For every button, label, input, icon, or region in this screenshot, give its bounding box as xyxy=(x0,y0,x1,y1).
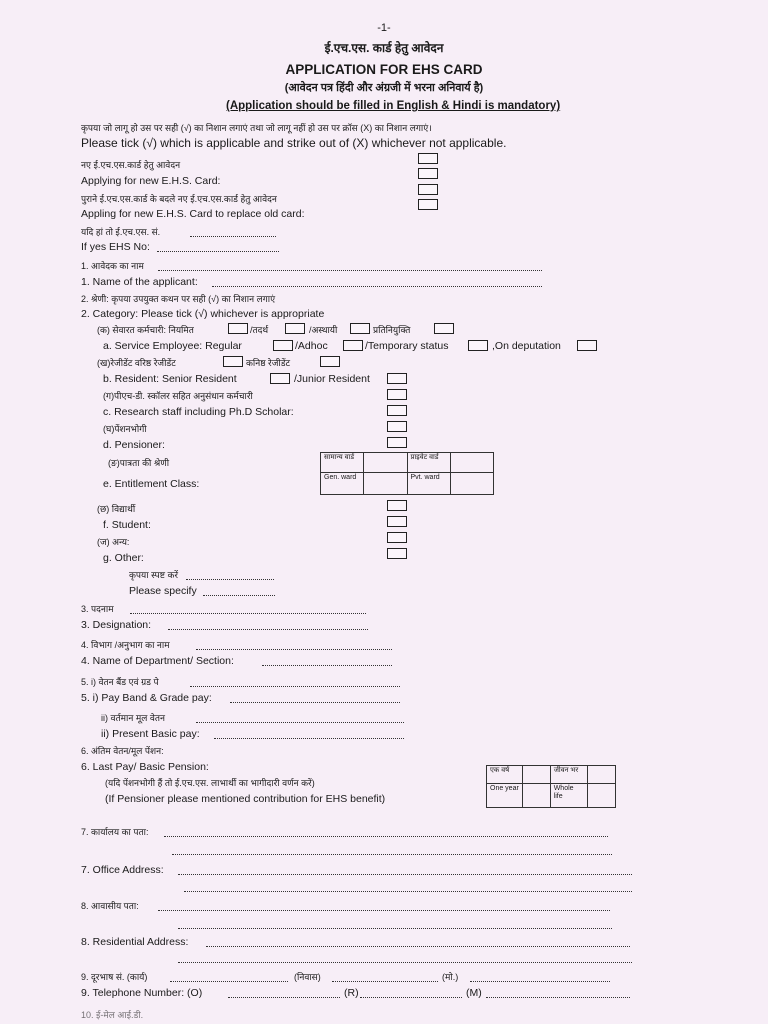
designation-hindi-line[interactable] xyxy=(130,613,366,614)
contribution-whole-life: Whole life xyxy=(550,784,587,808)
ehs-no-english: If yes EHS No: xyxy=(81,241,150,253)
title-hindi: ई.एच.एस. कार्ड हेतु आवेदन xyxy=(324,41,444,55)
department-hindi: 4. विभाग /अनुभाग का नाम xyxy=(81,640,170,650)
pensioner-note-hindi: (यदि पेंशनभोगी हैं तो ई.एच.एस. लाभार्थी का भागीदारी वर्णन करें) xyxy=(105,778,315,788)
specify-hindi-line[interactable] xyxy=(186,579,274,580)
cat-d-hindi: (घ)पेंशनभोगी xyxy=(103,424,147,434)
specify-hindi: कृपया स्पष्ट करें xyxy=(129,570,179,580)
basic-line[interactable] xyxy=(214,738,404,739)
office-line-2[interactable] xyxy=(184,891,632,892)
office-hindi: 7. कार्यालय का पता: xyxy=(81,827,149,837)
payband-line[interactable] xyxy=(230,702,400,703)
lastpay-english: 6. Last Pay/ Basic Pension: xyxy=(81,761,209,773)
ehs-no-line[interactable] xyxy=(157,251,279,252)
department-hindi-line[interactable] xyxy=(196,649,392,650)
phone-mob-line[interactable] xyxy=(486,997,630,998)
phone-res-hindi-line[interactable] xyxy=(332,981,438,982)
entitlement-pvt-hindi: प्राइवेट वार्ड xyxy=(407,453,450,473)
adhoc-checkbox[interactable] xyxy=(343,340,363,351)
payband-english: 5. i) Pay Band & Grade pay: xyxy=(81,692,212,704)
residential-hindi-line-2[interactable] xyxy=(178,928,612,929)
lastpay-hindi: 6. अंतिम वेतन/मूल पेंशन: xyxy=(81,746,164,756)
residential-line-2[interactable] xyxy=(178,962,632,963)
category-english: 2. Category: Please tick (√) whichever is appropriate xyxy=(81,308,325,320)
cat-a-temp: /Temporary status xyxy=(365,340,449,352)
new-card-checkbox-english[interactable] xyxy=(418,168,438,179)
replace-card-hindi: पुराने ई.एच.एस.कार्ड के बदले नए ई.एच.एस.कार्ड हेतु आवेदन xyxy=(81,194,277,204)
cat-g-hindi: (ज) अन्य: xyxy=(97,537,130,547)
residential-hindi-line[interactable] xyxy=(158,910,610,911)
contribution-one-year-box[interactable] xyxy=(522,784,550,808)
cat-b-label: b. Resident: Senior Resident xyxy=(103,373,237,385)
phone-office-line[interactable] xyxy=(228,997,340,998)
replace-card-checkbox[interactable] xyxy=(418,184,438,195)
research-checkbox[interactable] xyxy=(387,405,407,416)
office-hindi-line-2[interactable] xyxy=(172,854,612,855)
pensioner-checkbox[interactable] xyxy=(387,437,407,448)
cat-f-label: f. Student: xyxy=(103,519,151,531)
phone-english-r: (R) xyxy=(344,987,359,999)
phone-mob-hindi-line[interactable] xyxy=(470,981,610,982)
payband-hindi-line[interactable] xyxy=(190,686,400,687)
new-card-checkbox[interactable] xyxy=(418,153,438,164)
cat-g-label: g. Other: xyxy=(103,552,144,564)
phone-hindi-r: (निवास) xyxy=(294,972,321,982)
cat-a-hindi-dep: प्रतिनियुक्ति xyxy=(373,325,411,335)
cat-a-label: a. Service Employee: Regular xyxy=(103,340,242,352)
regular-checkbox[interactable] xyxy=(273,340,293,351)
note-hindi: (आवेदन पत्र हिंदी और अंग्रजी में भरना अनिवार्य है) xyxy=(284,82,484,94)
name-hindi: 1. आवेदक का नाम xyxy=(81,261,144,271)
item10-hindi-cut: 10. ई-मेल आई.डी. xyxy=(81,1010,144,1020)
new-card-english: Applying for new E.H.S. Card: xyxy=(81,175,221,187)
other-hindi-checkbox[interactable] xyxy=(387,532,407,543)
payband-hindi: 5. i) वेतन बैंड एवं ग्रड पे xyxy=(81,677,159,687)
phone-hindi-m: (मो.) xyxy=(442,972,459,982)
entitlement-gen-box[interactable] xyxy=(364,473,407,495)
regular-hindi-checkbox[interactable] xyxy=(228,323,248,334)
category-hindi: 2. श्रेणी: कृपया उपयुक्त कथन पर सही (√) का निशान लगाएं xyxy=(81,294,276,304)
name-english: 1. Name of the applicant: xyxy=(81,276,198,288)
designation-english: 3. Designation: xyxy=(81,619,152,631)
student-checkbox[interactable] xyxy=(387,516,407,527)
entitlement-gen-hindi: सामान्य वार्ड xyxy=(321,453,364,473)
residential-english: 8. Residential Address: xyxy=(81,936,189,948)
instructions-hindi: कृपया जो लागू हो उस पर सही (√) का निशान लगाएं तथा जो लागू नहीं हो उस पर क्रॉस (X) का निशान लगाएं। xyxy=(81,123,432,133)
phone-res-line[interactable] xyxy=(360,997,462,998)
contribution-table xyxy=(486,765,616,808)
junior-resident-checkbox[interactable] xyxy=(387,373,407,384)
cat-b-hindi: (ख)रेजीडेंट वरिष्ठ रेजीडेंट xyxy=(97,358,176,368)
new-card-hindi: नए ई.एच.एस.कार्ड हेतु आवेदन xyxy=(81,160,181,170)
office-english: 7. Office Address: xyxy=(81,864,164,876)
phone-hindi: 9. दूरभाष सं. (कार्य) xyxy=(81,972,148,982)
adhoc-hindi-checkbox[interactable] xyxy=(285,323,305,334)
contribution-one-year: One year xyxy=(487,784,523,808)
office-line[interactable] xyxy=(178,874,632,875)
cat-a-hindi-adhoc: /तदर्थ xyxy=(250,325,269,335)
designation-line[interactable] xyxy=(168,629,368,630)
junior-resident-hindi-checkbox[interactable] xyxy=(320,356,340,367)
entitlement-pvt-english: Pvt. ward xyxy=(407,473,450,495)
replace-card-english: Appling for new E.H.S. Card to replace old card: xyxy=(81,208,305,220)
replace-card-checkbox-english[interactable] xyxy=(418,199,438,210)
cat-a-hindi: (क) सेवारत कर्मचारी: नियमित xyxy=(97,325,194,335)
entitlement-pvt-box[interactable] xyxy=(450,473,493,495)
residential-line[interactable] xyxy=(206,946,630,947)
cat-b-jr: /Junior Resident xyxy=(294,373,370,385)
entitlement-pvt-hindi-box[interactable] xyxy=(450,453,493,473)
contribution-one-year-hindi-box[interactable] xyxy=(522,766,550,784)
cat-c-label: c. Research staff including Ph.D Scholar: xyxy=(103,406,294,418)
cat-c-hindi: (ग)पीएच-डी. स्कॉलर सहित अनुसंधान कर्मचारी xyxy=(103,391,253,401)
title-english: APPLICATION FOR EHS CARD xyxy=(285,62,483,77)
cat-e-label: e. Entitlement Class: xyxy=(103,478,200,490)
ehs-no-hindi-line[interactable] xyxy=(190,236,276,237)
entitlement-table xyxy=(320,452,494,495)
basic-english: ii) Present Basic pay: xyxy=(101,728,200,740)
designation-hindi: 3. पदनाम xyxy=(81,604,114,614)
phone-english-m: (M) xyxy=(466,987,482,999)
entitlement-gen-hindi-box[interactable] xyxy=(364,453,407,473)
office-hindi-line[interactable] xyxy=(164,836,608,837)
cat-a-dep: ,On deputation xyxy=(492,340,561,352)
specify-line[interactable] xyxy=(203,595,275,596)
page-number: -1- xyxy=(377,22,391,34)
entitlement-gen-english: Gen. ward xyxy=(321,473,364,495)
pensioner-hindi-checkbox[interactable] xyxy=(387,421,407,432)
cat-a-adhoc: /Adhoc xyxy=(295,340,328,352)
note-english: (Application should be filled in English & Hindi is mandatory) xyxy=(226,100,561,112)
contribution-whole-life-hindi-box[interactable] xyxy=(588,766,616,784)
other-checkbox[interactable] xyxy=(387,548,407,559)
phone-office-hindi-line[interactable] xyxy=(170,981,288,982)
senior-resident-hindi-checkbox[interactable] xyxy=(223,356,243,367)
cat-b-hindi-jr: कनिष्ठ रेजीडेंट xyxy=(246,358,291,368)
instructions-english: Please tick (√) which is applicable and strike out of (X) whichever not applicable. xyxy=(81,136,507,150)
temporary-hindi-checkbox[interactable] xyxy=(350,323,370,334)
basic-hindi-line[interactable] xyxy=(196,722,404,723)
name-hindi-line[interactable] xyxy=(158,270,542,271)
deputation-hindi-checkbox[interactable] xyxy=(434,323,454,334)
contribution-whole-life-hindi: जीवन भर xyxy=(550,766,587,784)
name-line[interactable] xyxy=(212,286,542,287)
cat-f-hindi: (छ) विद्यार्थी xyxy=(97,504,136,514)
basic-hindi: ii) वर्तमान मूल वेतन xyxy=(101,713,165,723)
residential-hindi: 8. आवासीय पता: xyxy=(81,901,139,911)
contribution-whole-life-box[interactable] xyxy=(588,784,616,808)
cat-a-hindi-temp: /अस्थायी xyxy=(309,325,338,335)
student-hindi-checkbox[interactable] xyxy=(387,500,407,511)
department-english: 4. Name of Department/ Section: xyxy=(81,655,234,667)
specify-english: Please specify xyxy=(129,585,197,597)
senior-resident-checkbox[interactable] xyxy=(270,373,290,384)
deputation-checkbox[interactable] xyxy=(577,340,597,351)
cat-e-hindi: (ङ)पात्रता की श्रेणी xyxy=(108,458,170,468)
department-line[interactable] xyxy=(262,665,392,666)
ehs-no-hindi: यदि हां तो ई.एच.एस. सं. xyxy=(81,227,161,237)
temporary-checkbox[interactable] xyxy=(468,340,488,351)
pensioner-note-english: (If Pensioner please mentioned contribution for EHS benefit) xyxy=(105,793,386,805)
cat-d-label: d. Pensioner: xyxy=(103,439,165,451)
phone-english: 9. Telephone Number: (O) xyxy=(81,987,203,999)
research-hindi-checkbox[interactable] xyxy=(387,389,407,400)
contribution-one-year-hindi: एक वर्ष xyxy=(487,766,523,784)
